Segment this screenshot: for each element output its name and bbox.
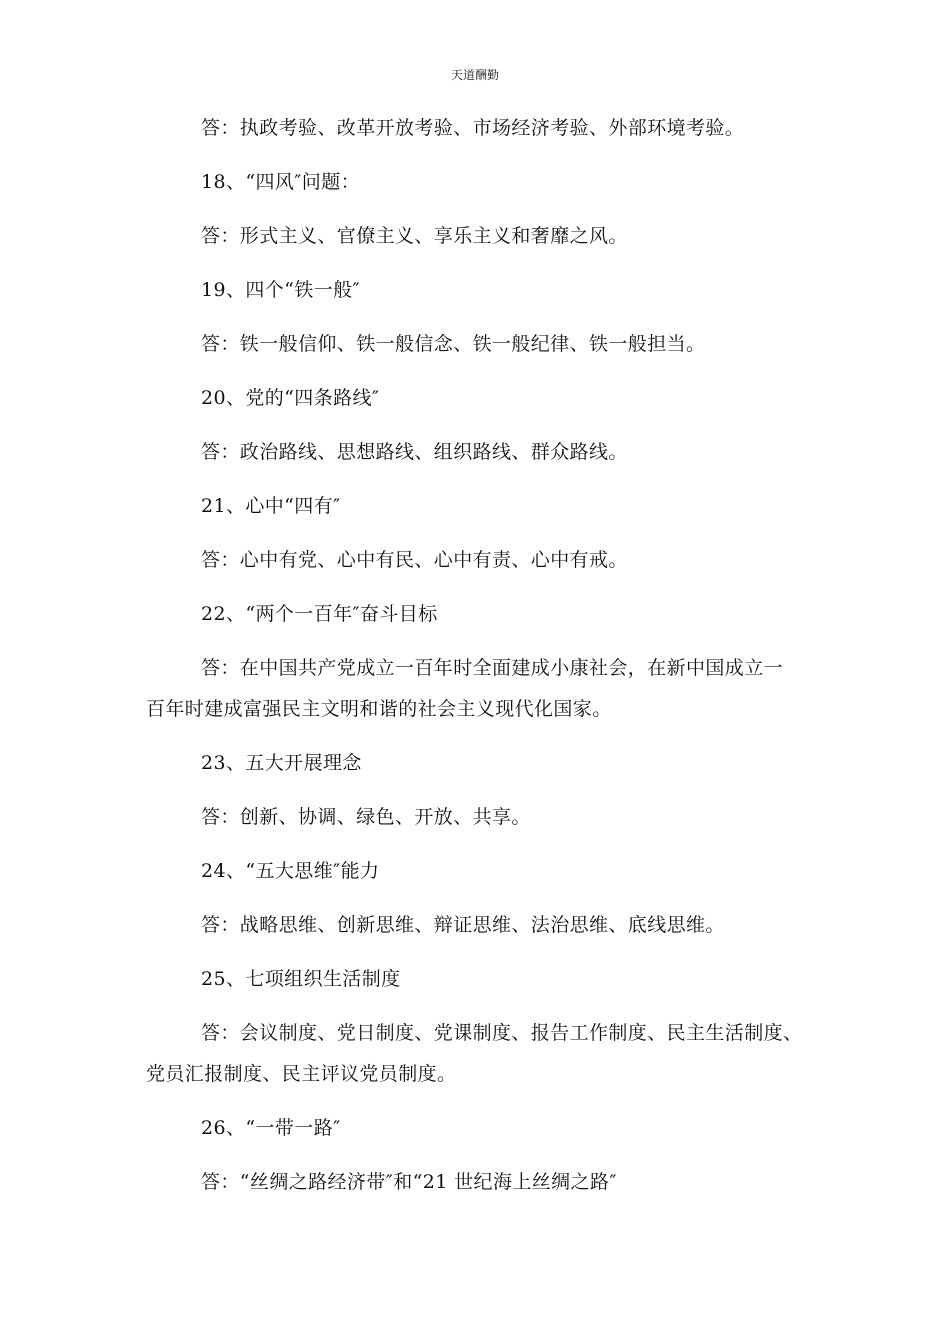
question-26: 26、“一带一路″ — [201, 1117, 341, 1139]
question-24: 24、“五大思维″能力 — [201, 860, 380, 882]
answer-25: 答：会议制度、党日制度、党课制度、报告工作制度、民主生活制度、 党员汇报制度、民主评议党员制度。 — [146, 1022, 809, 1085]
answer-24: 答：战略思维、创新思维、辩证思维、法治思维、底线思维。 — [201, 914, 725, 936]
question-19: 19、四个“铁一般″ — [201, 279, 360, 301]
answer-18: 答：形式主义、官僚主义、享乐主义和奢靡之风。 — [201, 225, 628, 247]
question-25: 25、七项组织生活制度 — [201, 968, 401, 990]
question-18: 18、“四风″问题： — [201, 171, 360, 193]
document-body — [146, 108, 809, 1203]
answer-21: 答：心中有党、心中有民、心中有责、心中有戒。 — [201, 549, 628, 571]
answer-23: 答：创新、协调、绿色、开放、共享。 — [201, 806, 531, 828]
answer-19: 答：铁一般信仰、铁一般信念、铁一般纪律、铁一般担当。 — [201, 333, 706, 355]
answer-20: 答：政治路线、思想路线、组织路线、群众路线。 — [201, 441, 628, 463]
answer-17: 答：执政考验、改革开放考验、市场经济考验、外部环境考验。 — [201, 117, 745, 139]
question-20: 20、党的“四条路线″ — [201, 387, 380, 409]
answer-22: 答：在中国共产党成立一百年时全面建成小康社会，在新中国成立一 百年时建成富强民主文明和谐的社会主义现代化国家。 — [146, 657, 790, 720]
question-23: 23、五大开展理念 — [201, 752, 362, 774]
answer-26: 答：“丝绸之路经济带″和“21 世纪海上丝绸之路″ — [201, 1171, 617, 1193]
page-header: 天道酬勤 — [450, 68, 499, 82]
question-22: 22、“两个一百年″奋斗目标 — [201, 603, 438, 625]
question-21: 21、心中“四有″ — [201, 495, 341, 517]
